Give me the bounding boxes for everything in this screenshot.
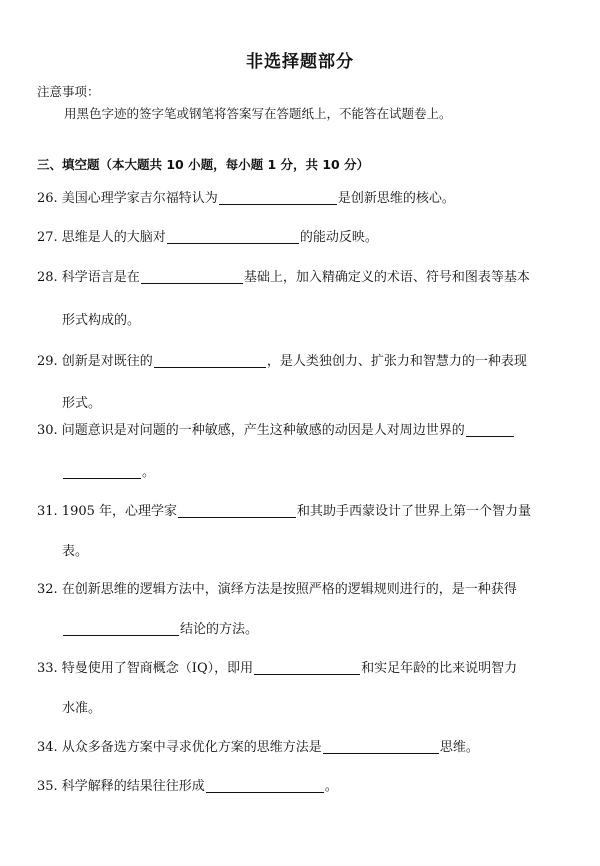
- question-text: 。: [324, 779, 338, 794]
- question-31-continuation: 表。: [62, 544, 89, 559]
- question-29: [37, 350, 527, 369]
- question-32-continuation: [62, 618, 258, 637]
- question-text: 思维。: [439, 740, 479, 755]
- notice-text: 用黑色字迹的签字笔或钢笔将答案写在答题纸上，不能答在试题卷上。: [64, 106, 452, 121]
- question-text: 是创新思维的核心。: [337, 191, 455, 206]
- question-text: 33. 特曼使用了智商概念（IQ），即用: [37, 661, 254, 676]
- notice-label: 注意事项：: [37, 84, 100, 99]
- question-text: 32. 在创新思维的逻辑方法中，演绎方法是按照严格的逻辑规则进行的，是一种获得: [37, 582, 517, 597]
- question-33: [37, 657, 517, 676]
- question-text: 结论的方法。: [180, 622, 259, 637]
- answer-blank: [63, 464, 141, 479]
- answer-blank: [206, 778, 324, 793]
- question-text: 基础上，加入精确定义的术语、符号和图表等基本: [243, 270, 530, 285]
- answer-blank: [167, 229, 299, 244]
- question-28-continuation: 形式构成的。: [62, 313, 141, 328]
- question-27: [37, 226, 378, 245]
- question-text: 30. 问题意识是对问题的一种敏感，产生这种敏感的动因是人对周边世界的: [37, 423, 465, 438]
- answer-blank: [323, 739, 439, 754]
- answer-blank: [254, 660, 360, 675]
- question-text: 。: [142, 465, 156, 480]
- question-35: [37, 775, 338, 794]
- question-text: 27. 思维是人的大脑对: [37, 230, 166, 245]
- question-30: [37, 419, 515, 438]
- question-33-continuation: 水准。: [62, 701, 102, 716]
- answer-blank: [178, 503, 296, 518]
- question-31: [37, 500, 531, 519]
- question-text: ，是人类独创力、扩张力和智慧力的一种表现: [266, 354, 527, 369]
- answer-blank: [154, 353, 266, 368]
- question-text: 34. 从众多备选方案中寻求优化方案的思维方法是: [37, 740, 322, 755]
- question-text: 35. 科学解释的结果往往形成: [37, 779, 205, 794]
- question-30-continuation: [62, 461, 155, 480]
- question-text: 的能动反映。: [299, 230, 378, 245]
- question-text: 26. 美国心理学家吉尔福特认为: [37, 191, 218, 206]
- question-29-continuation: 形式。: [62, 396, 102, 411]
- question-text: 和实足年龄的比来说明智力: [361, 661, 518, 676]
- question-text: 29. 创新是对既往的: [37, 354, 153, 369]
- answer-blank: [141, 269, 243, 284]
- question-32: [37, 578, 517, 597]
- question-text: 和其助手西蒙设计了世界上第一个智力量: [297, 504, 532, 519]
- answer-blank: [466, 422, 514, 437]
- question-28: [37, 266, 530, 285]
- question-26: [37, 187, 455, 206]
- section-heading: 三、填空题（本大题共 10 小题，每小题 1 分，共 10 分）: [37, 157, 370, 172]
- answer-blank: [63, 621, 179, 636]
- question-text: 28. 科学语言是在: [37, 270, 140, 285]
- answer-blank: [219, 190, 337, 205]
- question-34: [37, 736, 479, 755]
- page-title: 非选择题部分: [246, 52, 354, 72]
- question-text: 31. 1905 年，心理学家: [37, 504, 178, 519]
